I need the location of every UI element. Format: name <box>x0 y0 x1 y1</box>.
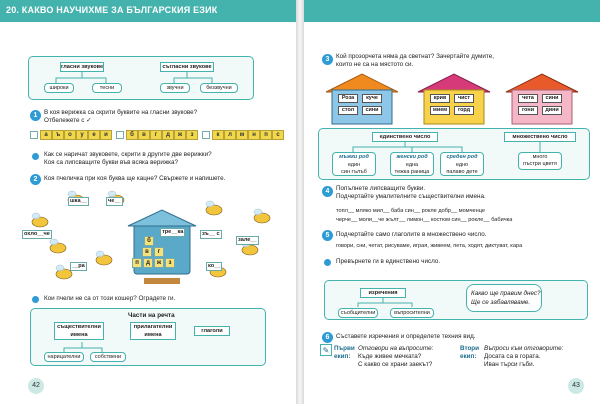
part-nouns: съществителни имена <box>54 322 104 340</box>
neuter-ex1: едно <box>455 162 469 168</box>
bullet-dot <box>32 153 39 160</box>
task-3-line2: които не са на мястото си. <box>336 61 414 68</box>
task-5-words: говори, сни, четат, рисуваме, играя, живеем, пета, ходят, диктуват, кара <box>336 243 523 249</box>
task-3-line1: Кой прозорчета няма да светнат? Зачертайте думите, <box>336 53 494 60</box>
masculine-ex1: един <box>347 162 361 168</box>
chain-3-letter: с <box>272 130 284 140</box>
checkbox[interactable] <box>202 131 210 139</box>
book-spine <box>296 0 304 404</box>
neuter-box <box>440 152 484 176</box>
task-2-number: 2 <box>30 174 41 185</box>
chain-1-letter: е <box>88 130 100 140</box>
group-2-a2: Иван търси гъби. <box>484 361 535 368</box>
bullet-2: Кои пчели не са от този кошер? Оградете ги. <box>44 295 176 302</box>
chain-2 <box>116 130 198 142</box>
plural-ex2: пъстри цветя <box>523 161 557 167</box>
task-4-line1: Попълнете липсващите букви. <box>336 185 426 192</box>
plural-ex1: много <box>532 154 548 160</box>
sentences-box: изречения <box>360 288 406 298</box>
vowels-wide: широки <box>44 83 74 93</box>
noun-proper: собствени <box>90 352 126 362</box>
task-4-row1: топл__ млякo мил__ баба син__ роклe добр__ момченце <box>336 208 485 214</box>
chain-2-letter: д <box>162 130 174 140</box>
chain-2-letter: б <box>126 130 138 140</box>
masculine-box <box>332 152 376 176</box>
part-adjectives: прилагателни имена <box>130 322 176 340</box>
right-header-bar <box>304 0 600 22</box>
feminine-label: женски род <box>396 154 428 160</box>
house-3-word[interactable]: чета <box>518 94 538 103</box>
task-4-number: 4 <box>322 186 333 197</box>
task-2-text: Коя пчеличка при коя буква ще кацне? Свържете и напишете. <box>44 175 226 182</box>
hive-cell: з <box>165 258 175 268</box>
feminine-box <box>390 152 434 176</box>
task-5-number: 5 <box>322 230 333 241</box>
chain-3-letter: м <box>236 130 248 140</box>
chain-1-letter: а <box>40 130 52 140</box>
hive-cell: п <box>132 258 142 268</box>
consonants-box: съгласни звукове <box>160 62 214 72</box>
feminine-ex1: една <box>405 162 419 168</box>
chain-1-letter: о <box>64 130 76 140</box>
bee-label: тре__ка <box>162 229 184 235</box>
task-3-number: 3 <box>322 54 333 65</box>
group-1-label: Първи <box>334 345 355 352</box>
group-2-label2: екип: <box>460 353 477 360</box>
checkbox[interactable] <box>116 131 124 139</box>
sentence-declarative: съобщителни <box>338 308 378 318</box>
task-1-line2: Отбележете с ✓ <box>44 117 92 124</box>
lesson-title: 20. КАКВО НАУЧИХМЕ ЗА БЪЛГАРСКИЯ ЕЗИК <box>6 5 218 15</box>
task-6-number: 6 <box>322 332 333 343</box>
house-2-word[interactable]: мием <box>430 106 450 115</box>
bee-label: зъ__ с <box>202 231 220 237</box>
group-2-label: Втори <box>460 345 480 352</box>
noun-common: нарицателни <box>44 352 84 362</box>
chain-1-letter: и <box>100 130 112 140</box>
singular-box: единствено число <box>372 132 438 142</box>
bee-label: че__ <box>108 198 121 204</box>
group-1-q2: С какво се храни заекът? <box>358 361 433 368</box>
task-5-text: Подчертайте само глаголите в множествено число. <box>336 231 487 238</box>
hive-cell: ж <box>154 258 164 268</box>
chain-3-letter: к <box>212 130 224 140</box>
masculine-ex2: син гълъб <box>341 169 367 175</box>
parts-title: Части на речта <box>128 312 175 319</box>
bee-label: охло__че <box>24 231 50 237</box>
house-3-word[interactable]: сини <box>542 94 562 103</box>
part-verbs: глаголи <box>194 326 230 336</box>
bee-label: __ра <box>72 263 85 269</box>
plural-box: множествено число <box>504 132 576 142</box>
group-1-q1: Къде живее мечката? <box>358 353 422 360</box>
bee-label: ко__ <box>208 263 221 269</box>
page-number-left: 42 <box>28 378 44 394</box>
task-6-text: Съставете изречения и определете техния вид. <box>336 333 476 340</box>
group-1-head: Отговори на въпросите: <box>358 345 434 352</box>
left-page <box>0 0 296 404</box>
bullet-1-line2: Коя са липсващите букви във всяка верижка? <box>44 159 179 166</box>
house-2-word[interactable]: крив <box>430 94 450 103</box>
group-1-label2: екип: <box>334 353 351 360</box>
hive-cell: д <box>143 258 153 268</box>
masculine-label: мъжки род <box>339 154 369 160</box>
pencil-icon: ✎ <box>320 344 332 356</box>
house-1-word[interactable]: сини <box>362 106 382 115</box>
hive-cell: в <box>142 247 152 257</box>
task-1-number: 1 <box>30 110 41 121</box>
group-2-head: Въпроси към отговорите: <box>484 345 564 352</box>
house-1-word[interactable]: стол <box>338 106 358 115</box>
house-1-word[interactable]: куче <box>362 94 382 103</box>
chain-2-letter: в <box>138 130 150 140</box>
neuter-ex2: палаво дете <box>446 169 478 175</box>
neuter-label: среден род <box>446 154 478 160</box>
consonants-voiceless: беззвучни <box>200 83 238 93</box>
speech-line-2: Ще се забавляваме. <box>471 299 531 306</box>
bullet-3: Превърнете ги в единствено число. <box>336 258 441 265</box>
speech-line-1: Какво ще правим днес? <box>471 290 541 297</box>
chain-1-letter: ъ <box>52 130 64 140</box>
vowels-box: гласни звукове <box>61 64 104 70</box>
bullet-dot <box>324 259 331 266</box>
task-4-line2: Подчертайте умалителните съществителни имена. <box>336 193 486 200</box>
chain-2-letter: г <box>150 130 162 140</box>
chain-2-letter: ж <box>174 130 186 140</box>
chain-3-letter: н <box>248 130 260 140</box>
house-2-word[interactable]: чист <box>454 94 474 103</box>
plural-example-box <box>518 152 562 170</box>
hive-cell: б <box>144 236 154 246</box>
chain-3-letter: л <box>224 130 236 140</box>
speech-bubble <box>466 284 542 312</box>
page-number-right: 43 <box>568 378 584 394</box>
sounds-connectors <box>28 56 254 100</box>
chain-3-letter: п <box>260 130 272 140</box>
chain-1 <box>30 130 112 142</box>
task-1-line1: В коя верижка са скрити буквите на гласни звукове? <box>44 109 198 116</box>
vowels-narrow: тесни <box>92 83 122 93</box>
house-2-word[interactable]: горд <box>454 106 474 115</box>
bullet-dot <box>32 296 39 303</box>
left-header-bar <box>0 0 296 22</box>
house-3-word[interactable]: гони <box>518 106 538 115</box>
bee-label: шка__ <box>70 198 87 204</box>
house-3-word[interactable]: дини <box>542 106 562 115</box>
sentence-interrogative: въпросителни <box>390 308 434 318</box>
hive-letters <box>135 236 178 272</box>
chain-2-letter: з <box>186 130 198 140</box>
chain-1-letter: у <box>76 130 88 140</box>
checkbox[interactable] <box>30 131 38 139</box>
bullet-1-line1: Как се наричат звуковете, скрити в другите две верижки? <box>44 151 212 158</box>
consonants-voiced: звучни <box>160 83 190 93</box>
bee-label: зале__ <box>238 237 257 243</box>
house-1-word[interactable]: Роза <box>338 94 358 103</box>
hive-cell: г <box>154 247 164 257</box>
feminine-ex2: тежка раница <box>394 169 430 175</box>
task-4-row2: черче__ моли__че жълт__ лимон__ костюм син__ роклe__ бабичка <box>336 217 513 223</box>
group-2-a1: Досата са в гората. <box>484 353 541 360</box>
chain-3 <box>202 130 284 142</box>
right-page <box>304 0 600 404</box>
